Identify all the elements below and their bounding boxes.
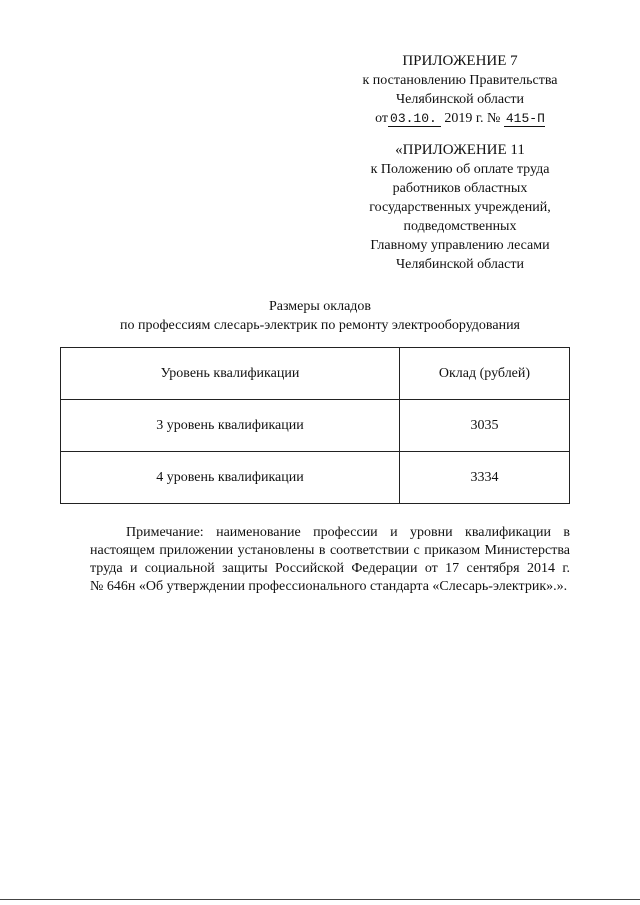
table-row [61,400,570,452]
table-title-line-2: по профессиям слесарь-электрик по ремонту электрооборудования [120,318,520,333]
appendix-11-line: к Положению об оплате труда [370,162,550,177]
appendix-11-line: Главному управлению лесами [370,238,550,253]
appendix-11-line: работников областных [392,181,528,196]
header-salary: Оклад (рублей) [399,348,569,400]
appendix-7-title: ПРИЛОЖЕНИЕ 7 [402,53,518,69]
date-field [388,111,441,127]
note-line: труда и социальной защиты Российской Федерации от 17 сентября 2014 г. [90,561,570,576]
table-row [61,452,570,504]
table-header-row [61,348,570,400]
table-title-line-1: Размеры окладов [268,299,372,314]
appendix-11-line: подведомственных [403,219,517,234]
number-value: 415-П [505,111,545,126]
cell-salary: 3334 [399,452,569,504]
scan-bottom-edge [0,899,640,900]
salary-table [60,347,570,504]
appendix-7-header [330,52,590,128]
appendix-7-line-2: Челябинской области [396,92,524,107]
date-value: 03.10. [390,111,437,126]
note-paragraph [90,524,570,596]
note-line: настоящем приложении установлены в соответствии с приказом Министерства [90,543,570,558]
appendix-11-line: государственных учреждений, [369,200,551,215]
note-line: № 646н «Об утверждении профессионального стандарта «Слесарь-электрик».». [90,579,568,594]
date-prefix: от [375,111,389,126]
date-year: 2019 г. № [444,111,501,126]
cell-qualification-level: 3 уровень квалификации [61,400,400,452]
note-line: Примечание: наименование профессии и уровни квалификации в [126,525,570,540]
header-qualification-level: Уровень квалификации [61,348,400,400]
resolution-date-line [375,109,545,128]
appendix-11-line: Челябинской области [396,257,524,272]
cell-salary: 3035 [399,400,569,452]
cell-qualification-level: 4 уровень квалификации [61,452,400,504]
appendix-11-title: «ПРИЛОЖЕНИЕ 11 [395,142,525,158]
number-field [504,111,545,127]
table-title [40,297,600,335]
appendix-7-line-1: к постановлению Правительства [362,73,558,88]
appendix-11-header [330,141,590,274]
